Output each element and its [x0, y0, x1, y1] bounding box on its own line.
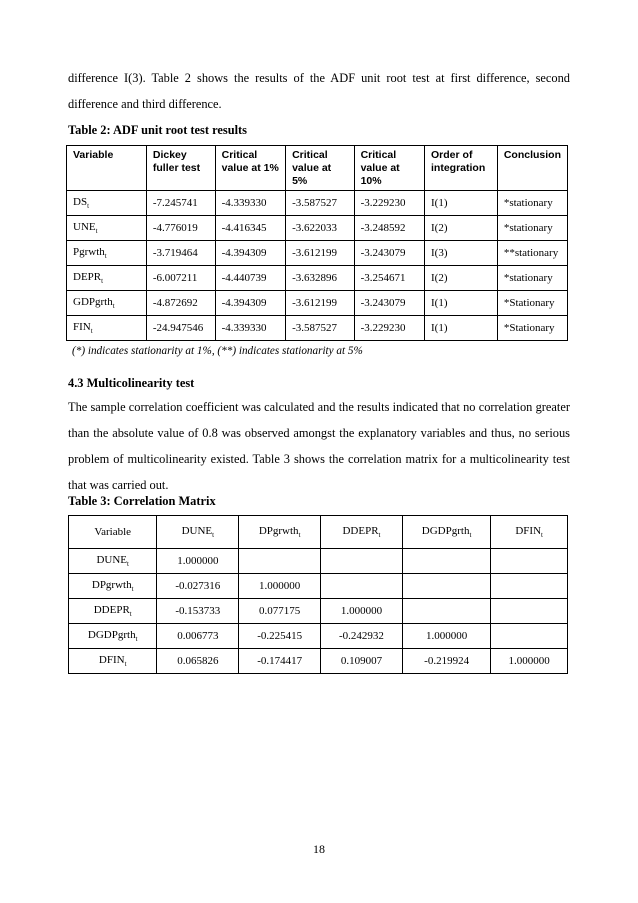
table-cell: -0.153733 — [157, 599, 239, 624]
table-cell: I(1) — [425, 316, 498, 341]
col-header: Dickey fuller test — [146, 146, 215, 191]
col-header: Critical value at 10% — [354, 146, 424, 191]
table-cell: 1.000000 — [491, 649, 568, 674]
table-cell: 1.000000 — [239, 574, 321, 599]
subscript: t — [135, 635, 138, 644]
table-row — [69, 549, 568, 574]
table-header-row — [69, 516, 568, 549]
table-row — [69, 574, 568, 599]
table2-note: (*) indicates stationarity at 1%, (**) indicates stationarity at 5% — [72, 345, 363, 357]
col-header: $DDEPR_t$ — [321, 516, 403, 549]
table-cell: -24.947546 — [146, 316, 215, 341]
table-row — [67, 241, 568, 266]
table-row — [67, 291, 568, 316]
table-row — [67, 191, 568, 216]
correlation-matrix-table — [68, 515, 568, 674]
intro-paragraph: difference I(3). Table 2 shows the results of the ADF unit root test at first difference, second difference and third difference. — [68, 71, 570, 111]
table-cell: -3.719464 — [146, 241, 215, 266]
table-cell: -4.776019 — [146, 216, 215, 241]
table-cell: I(2) — [425, 216, 498, 241]
section-heading: 4.3 Multicolinearity test — [68, 376, 195, 390]
col-header: Variable — [67, 146, 147, 191]
table-row — [67, 266, 568, 291]
table-cell: -3.229230 — [354, 316, 424, 341]
subscript: t — [112, 302, 115, 311]
table-cell: -6.007211 — [146, 266, 215, 291]
subscript: t — [129, 610, 132, 619]
table-cell: 1.000000 — [157, 549, 239, 574]
table-cell — [491, 549, 568, 574]
table-cell: -0.242932 — [321, 624, 403, 649]
row-header: DGDPgrth$_t$ — [69, 624, 157, 649]
table-cell: 0.077175 — [239, 599, 321, 624]
table-cell: -0.027316 — [157, 574, 239, 599]
subscript: t — [90, 327, 93, 336]
subscript: t — [378, 531, 381, 540]
subscript: t — [104, 252, 107, 261]
subscript: t — [127, 560, 129, 569]
subscript: t — [87, 202, 90, 211]
table-cell: -3.229230 — [354, 191, 424, 216]
variable-cell: $FIN_t$ — [67, 316, 147, 341]
table-cell: I(1) — [425, 291, 498, 316]
table-cell: *stationary — [497, 191, 567, 216]
row-header: $DDEPR_t$ — [69, 599, 157, 624]
table-cell: -4.440739 — [215, 266, 285, 291]
col-header: DPgrwth$_t$ — [239, 516, 321, 549]
table-cell — [321, 574, 403, 599]
table-cell: *Stationary — [497, 291, 567, 316]
row-header: $DFIN_t$ — [69, 649, 157, 674]
table-cell — [239, 549, 321, 574]
col-header: DGDPgrth$_t$ — [402, 516, 490, 549]
table-cell: -0.219924 — [402, 649, 490, 674]
table-cell: -3.612199 — [286, 291, 355, 316]
table-cell — [402, 574, 490, 599]
table-cell: *Stationary — [497, 316, 567, 341]
table-cell: 1.000000 — [321, 599, 403, 624]
table-cell: -4.339330 — [215, 191, 285, 216]
subscript: t — [101, 277, 104, 286]
variable-cell: $DS_t$ — [67, 191, 147, 216]
table-cell: -4.416345 — [215, 216, 285, 241]
col-header: Conclusion — [497, 146, 567, 191]
table-cell: *stationary — [497, 266, 567, 291]
subscript: t — [131, 585, 134, 594]
subscript: t — [212, 531, 215, 540]
subscript: t — [298, 531, 301, 540]
table-cell: -4.394309 — [215, 291, 285, 316]
page-number: 18 — [313, 842, 325, 856]
table-cell: -0.174417 — [239, 649, 321, 674]
subscript: t — [541, 531, 543, 540]
table-cell: -4.339330 — [215, 316, 285, 341]
col-header: Order of integration — [425, 146, 498, 191]
table-row — [69, 599, 568, 624]
table-cell: -3.587527 — [286, 316, 355, 341]
table-cell — [402, 549, 490, 574]
variable-cell: $UNE_t$ — [67, 216, 147, 241]
col-header: $DUNE_t$ — [157, 516, 239, 549]
table-cell: -3.612199 — [286, 241, 355, 266]
row-header: $DUNE_t$ — [69, 549, 157, 574]
table-cell: -3.622033 — [286, 216, 355, 241]
subscript: t — [469, 531, 472, 540]
table-row — [67, 316, 568, 341]
table-row — [69, 649, 568, 674]
table-cell: -3.254671 — [354, 266, 424, 291]
row-header: DPgrwth$_t$ — [69, 574, 157, 599]
table-cell: -3.248592 — [354, 216, 424, 241]
corner-header: Variable — [69, 516, 157, 549]
table-header-row — [67, 146, 568, 191]
table2-title: Table 2: ADF unit root test results — [68, 123, 247, 137]
table-cell: -7.245741 — [146, 191, 215, 216]
subscript: t — [124, 660, 127, 669]
table-cell: 1.000000 — [402, 624, 490, 649]
table-cell: 0.006773 — [157, 624, 239, 649]
table-cell: 0.109007 — [321, 649, 403, 674]
table-cell: -4.872692 — [146, 291, 215, 316]
variable-cell: GDPgrth$_t$ — [67, 291, 147, 316]
table-cell: -0.225415 — [239, 624, 321, 649]
table-cell: 0.065826 — [157, 649, 239, 674]
table-cell — [491, 574, 568, 599]
subscript: t — [95, 227, 98, 236]
table-row — [67, 216, 568, 241]
col-header: $DFIN_t$ — [491, 516, 568, 549]
table-cell: -4.394309 — [215, 241, 285, 266]
adf-results-table — [66, 145, 568, 341]
table-cell: **stationary — [497, 241, 567, 266]
table-cell: *stationary — [497, 216, 567, 241]
table-cell — [491, 624, 568, 649]
table-cell: -3.632896 — [286, 266, 355, 291]
table-row — [69, 624, 568, 649]
table-cell: -3.243079 — [354, 291, 424, 316]
table-cell — [402, 599, 490, 624]
table-cell: I(2) — [425, 266, 498, 291]
col-header: Critical value at 5% — [286, 146, 355, 191]
table-cell: I(1) — [425, 191, 498, 216]
variable-cell: Pgrwth$_t$ — [67, 241, 147, 266]
variable-cell: $DEPR_t$ — [67, 266, 147, 291]
table-cell — [491, 599, 568, 624]
table3-title: Table 3: Correlation Matrix — [68, 494, 216, 508]
section-body: The sample correlation coefficient was calculated and the results indicated that no correlation greater than the absolute value of 0.8 was observed amongst the explanatory variables and thus, no serious problem of multicolinearity existed. Table 3 shows the correlation matrix for a multicolinearity test that was carried out. — [68, 400, 570, 492]
table-cell: I(3) — [425, 241, 498, 266]
table-cell: -3.243079 — [354, 241, 424, 266]
table-cell: -3.587527 — [286, 191, 355, 216]
col-header: Critical value at 1% — [215, 146, 285, 191]
table-cell — [321, 549, 403, 574]
